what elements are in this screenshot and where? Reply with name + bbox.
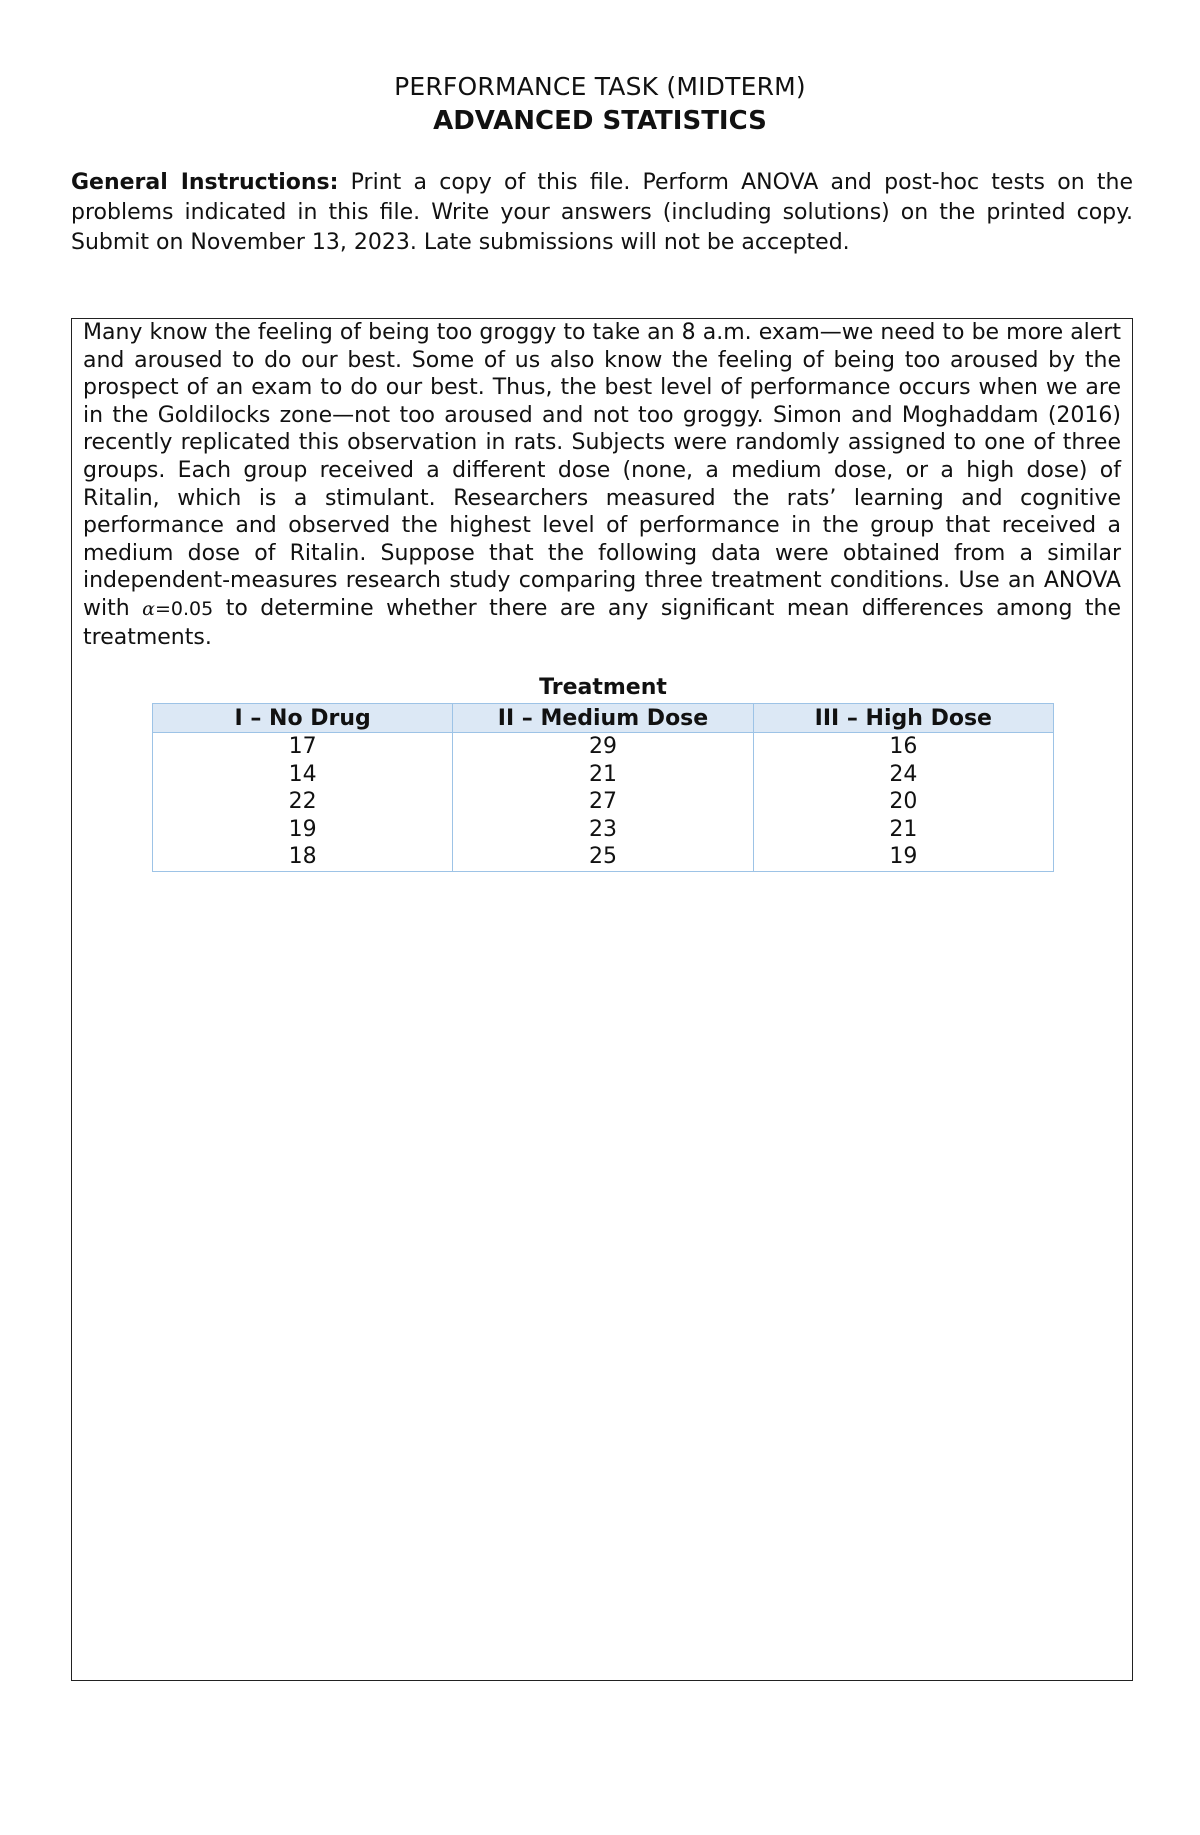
table-cell: 23 bbox=[453, 816, 753, 844]
problem-answer-box bbox=[71, 318, 1133, 1681]
table-cell: 17 bbox=[153, 733, 453, 761]
table-cell: 29 bbox=[453, 733, 753, 761]
table-cell: 14 bbox=[153, 761, 453, 789]
table-row bbox=[153, 733, 1054, 761]
table-cell: 25 bbox=[453, 843, 753, 871]
table-cell: 19 bbox=[153, 816, 453, 844]
table-cell: 21 bbox=[753, 816, 1053, 844]
table-row bbox=[153, 816, 1054, 844]
treatment-table bbox=[152, 703, 1054, 872]
problem-text-before: Many know the feeling of being too groggy to take an 8 a.m. exam—we need to be more alert and aroused to do our best. Some of us also know the feeling of being too aroused by the prospect of an exam to do our best. Thus, the best level of performance occurs when we are in the Goldilocks zone—not too aroused and not too groggy. Simon and Moghaddam (2016) recently replicated this observation in rats. Subjects were randomly assigned to one of three groups. Each group received a different dose (none, a medium dose, or a high dose) of Ritalin, which is a stimulant. Researchers measured the rats’ learning and cognitive performance and observed the highest level of performance in the group that received a medium dose of Ritalin. Suppose that the following data were obtained from a similar independent-measures research study comparing three treatment conditions. Use an ANOVA with bbox=[83, 320, 1121, 621]
table-cell: 21 bbox=[453, 761, 753, 789]
problem-statement bbox=[83, 319, 1121, 651]
table-row bbox=[153, 843, 1054, 871]
instructions-text: Print a copy of this file. Perform ANOVA and post-hoc tests on the problems indicated in this file. Write your answers (including solutions) on the printed copy. Submit on November 13, 2023. Late submissions will not be accepted. bbox=[71, 170, 1133, 255]
column-header: II – Medium Dose bbox=[453, 704, 753, 733]
page-subtitle: ADVANCED STATISTICS bbox=[433, 106, 767, 136]
table-cell: 18 bbox=[153, 843, 453, 871]
problem-text-after: to determine whether there are any significant mean differences among the treatments. bbox=[83, 595, 1121, 650]
table-cell: 22 bbox=[153, 788, 453, 816]
table-header-row bbox=[153, 704, 1054, 733]
table-cell: 27 bbox=[453, 788, 753, 816]
column-header: I – No Drug bbox=[153, 704, 453, 733]
general-instructions bbox=[71, 168, 1133, 258]
table-cell: 16 bbox=[753, 733, 1053, 761]
alpha-symbol: α bbox=[142, 597, 155, 620]
table-caption: Treatment bbox=[539, 675, 667, 700]
table-cell: 19 bbox=[753, 843, 1053, 871]
instructions-label: General Instructions: bbox=[71, 170, 339, 195]
table-cell: 20 bbox=[753, 788, 1053, 816]
page-title: PERFORMANCE TASK (MIDTERM) bbox=[394, 72, 806, 101]
column-header: III – High Dose bbox=[753, 704, 1053, 733]
table-cell: 24 bbox=[753, 761, 1053, 789]
table-row bbox=[153, 788, 1054, 816]
table-row bbox=[153, 761, 1054, 789]
alpha-value: =0.05 bbox=[155, 597, 214, 620]
